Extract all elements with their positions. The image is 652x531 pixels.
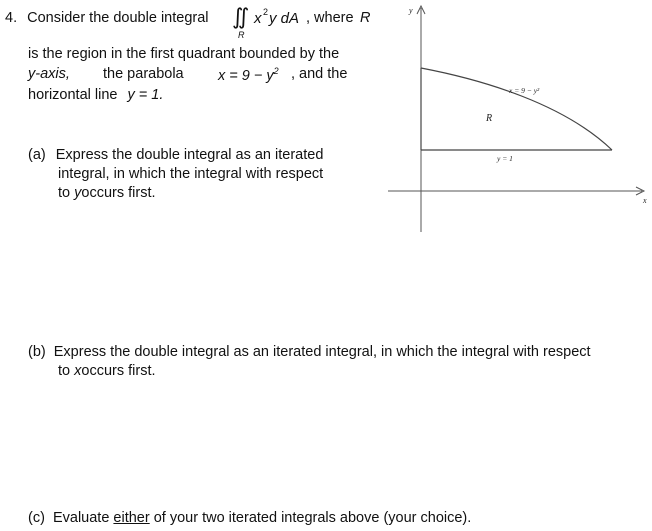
problem-number: 4.: [5, 10, 18, 26]
part-c-either: either: [113, 510, 150, 526]
part-a: [28, 146, 323, 203]
part-b-line1: Express the double integral as an iterated integral, in which the integral with respect: [53, 344, 591, 360]
problem-line3: [28, 66, 370, 82]
region-graph: [384, 0, 652, 240]
y-axis-label: y: [409, 6, 413, 15]
y-axis-text: y-axis,: [28, 66, 70, 82]
problem-line2: is the region in the first quadrant bounded by the: [28, 46, 340, 62]
part-b: [28, 343, 591, 381]
part-a-line1: Express the double integral as an iterated: [55, 147, 324, 163]
parabola-curve: [421, 68, 612, 150]
part-a-variable: y: [74, 185, 82, 201]
and-the-text: , and the: [291, 66, 348, 82]
region-label: R: [486, 113, 493, 124]
part-b-label: (b): [28, 344, 46, 360]
part-a-label: (a): [28, 147, 46, 163]
part-a-line2: integral, in which the integral with respect: [58, 166, 324, 182]
integral-expression: [232, 4, 392, 44]
part-c: [28, 510, 471, 526]
integrand-rest: y dA: [269, 10, 300, 27]
part-c-rest: of your two iterated integrals above (your choice).: [153, 510, 472, 526]
horizontal-line-equation: y = 1.: [127, 87, 164, 103]
part-c-label: (c): [28, 510, 45, 526]
integrand-exponent: 2: [263, 7, 269, 17]
parabola-text: the parabola: [103, 66, 184, 82]
integrand-x: x: [254, 10, 262, 27]
part-b-line2: [28, 362, 591, 381]
integral-region-subscript: R: [238, 30, 245, 40]
part-b-end: occurs first.: [81, 363, 156, 379]
problem-intro: Consider the double integral: [27, 10, 209, 26]
double-integral-sign: ∬: [232, 4, 250, 29]
part-c-evaluate: Evaluate: [52, 510, 110, 526]
problem-line4: [28, 87, 163, 103]
parabola-eq-base: x = 9 − y: [218, 67, 274, 84]
parabola-eq-exponent: 2: [273, 66, 279, 76]
region-symbol: R: [360, 10, 371, 26]
problem-statement-line1: [5, 10, 209, 26]
parabola-equation: [218, 66, 279, 84]
x-axis-label: x: [643, 196, 647, 205]
horizontal-line-text: horizontal line: [28, 87, 118, 103]
where-text: , where: [306, 10, 354, 26]
part-b-variable: x: [74, 363, 82, 379]
part-a-line3: [28, 184, 323, 203]
part-a-end: occurs first.: [81, 185, 156, 201]
line-label: y = 1: [497, 154, 513, 163]
part-b-to: to: [58, 363, 71, 379]
part-a-to: to: [58, 185, 71, 201]
parabola-label: x = 9 − y²: [509, 86, 540, 95]
